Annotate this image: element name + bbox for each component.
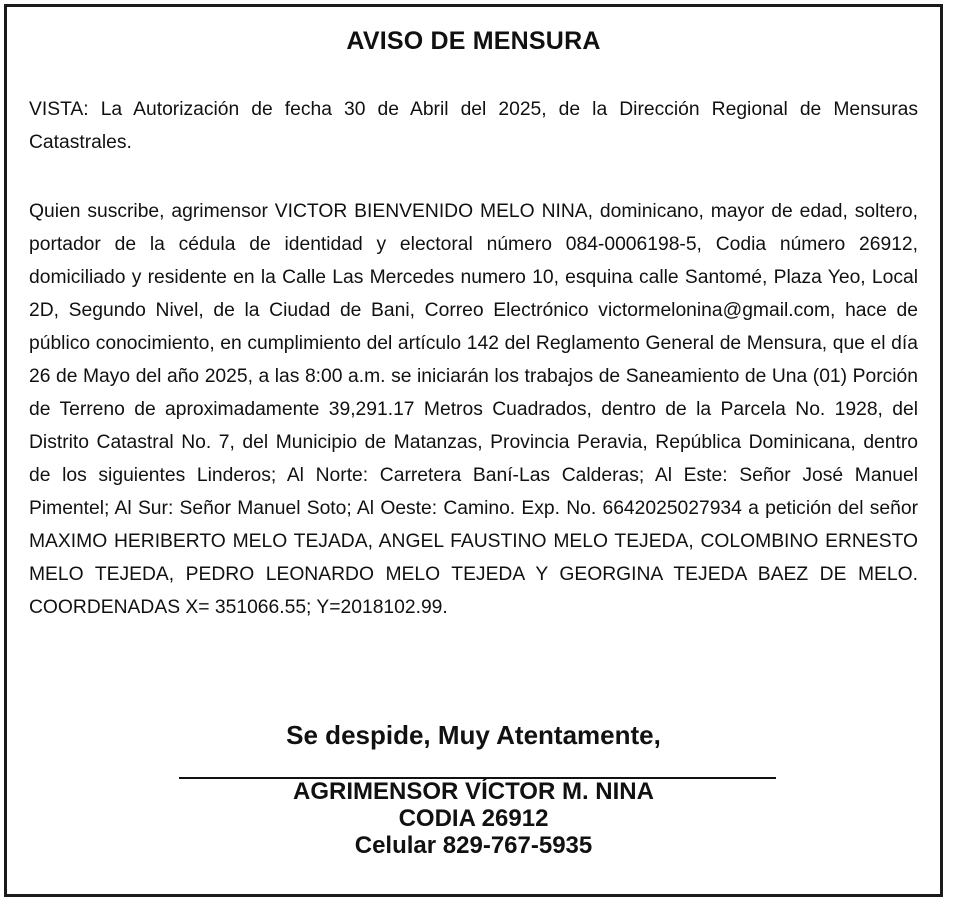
notice-title: AVISO DE MENSURA [346, 27, 601, 55]
vista-paragraph: VISTA: La Autorización de fecha 30 de Abril del 2025, de la Dirección Regional de Mensuras Catastrales. [29, 99, 918, 153]
signature-codia: CODIA 26912 [398, 805, 549, 832]
notice-box [4, 4, 943, 897]
closing-line: Se despide, Muy Atentamente, [286, 720, 661, 750]
signature-phone: Celular 829-767-5935 [354, 832, 593, 859]
main-paragraph: Quien suscribe, agrimensor VICTOR BIENVENIDO MELO NINA, dominicano, mayor de edad, soltero, portador de la cédula de identidad y electoral número 084-0006198-5, Codia número 26912, domiciliado y residente en la Calle Las Mercedes numero 10, esquina calle Santomé, Plaza Yeo, Local 2D, Segundo Nivel, de la Ciudad de Bani, Correo Electrónico victormelonina@gmail.com, hace de público conocimiento, en cumplimiento del artículo 142 del Reglamento General de Mensura, que el día 26 de Mayo del año 2025, a las 8:00 a.m. se iniciarán los trabajos de Saneamiento de Una (01) Porción de Terreno de aproximadamente 39,291.17 Metros Cuadrados, dentro de la Parcela No. 1928, del Distrito Catastral No. 7, del Municipio de Matanzas, Provincia Peravia, República Dominicana, dentro de los siguientes Linderos; Al Norte: Carretera Baní-Las Calderas; Al Este: Señor José Manuel Pimentel; Al Sur: Señor Manuel Soto; Al Oeste: Camino. Exp. No. 6642025027934 a petición del señor MAXIMO HERIBERTO MELO TEJADA, ANGEL FAUSTINO MELO TEJEDA, COLOMBINO ERNESTO MELO TEJEDA, PEDRO LEONARDO MELO TEJEDA Y GEORGINA TEJEDA BAEZ DE MELO. COORDENADAS X= 351066.55; Y=2018102.99. [29, 201, 918, 618]
signature-block [7, 778, 940, 859]
signature-name: AGRIMENSOR VÍCTOR M. NINA [293, 778, 654, 805]
